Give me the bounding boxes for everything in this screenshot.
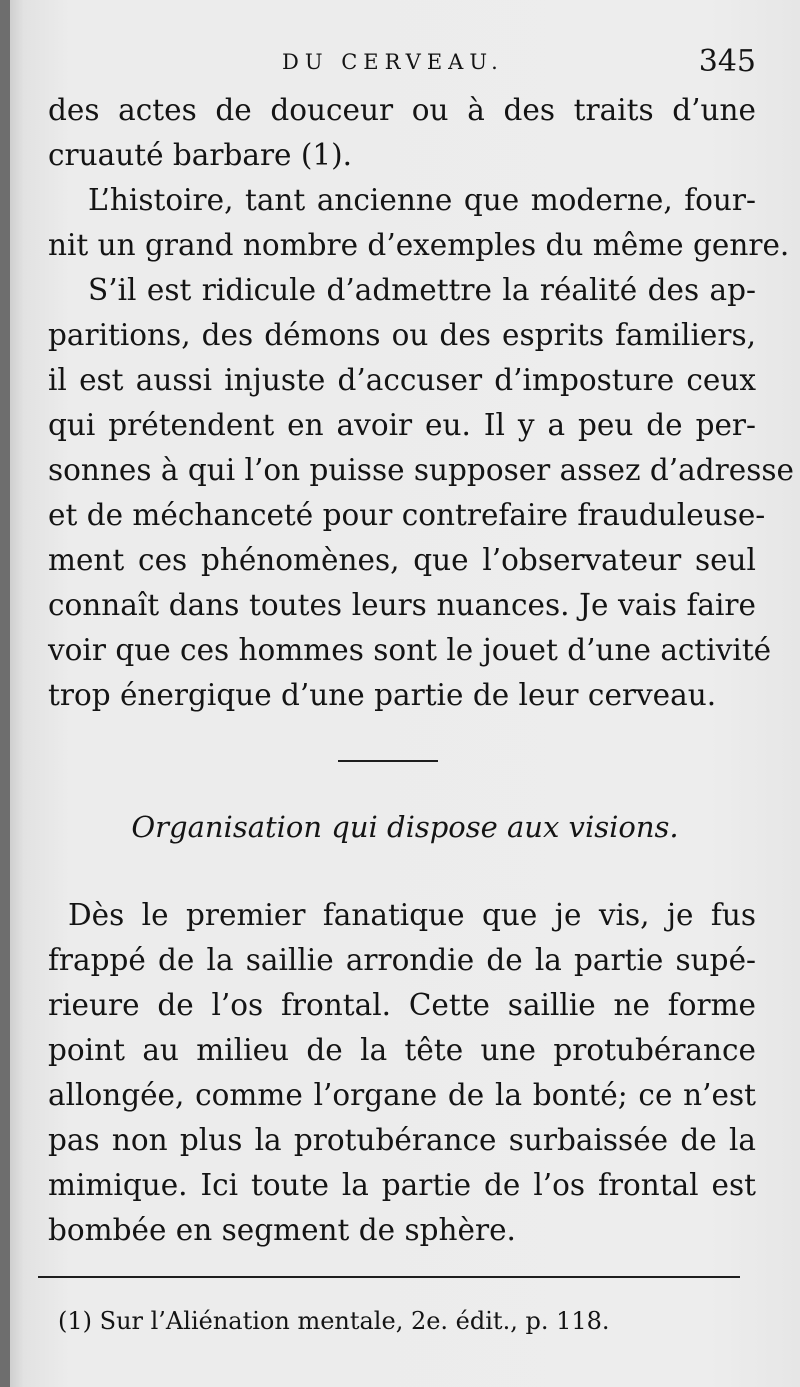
page-number: 345 [698,44,756,79]
section-heading: Organisation qui dispose aux visions. [131,810,679,844]
text-line: paritions, des démons ou des esprits familiers, [48,318,756,352]
section-separator [338,760,438,762]
text-line: des actes de douceur ou à des traits d’une [48,93,756,127]
text-line: sonnes à qui l’on puisse supposer assez d’adresse [48,453,794,487]
text-line: nit un grand nombre d’exemples du même genre. [48,228,790,262]
text-line: rieure de l’os frontal. Cette saillie ne forme [48,988,756,1022]
text-line: pas non plus la protubérance surbaissée de la [48,1123,756,1157]
running-head: DU CERVEAU. [282,50,504,74]
text-line: ment ces phénomènes, que l’observateur seul [48,543,756,577]
text-line: frappé de la saillie arrondie de la partie supé- [48,943,756,977]
text-line: connaît dans toutes leurs nuances. Je vais faire [48,588,756,622]
page-header [10,44,800,84]
text-line: allongée, comme l’organe de la bonté; ce n’est [48,1078,756,1112]
text-line: voir que ces hommes sont le jouet d’une activité [48,633,772,667]
text-line: bombée en segment de sphère. [48,1213,516,1247]
text-line: Dès le premier fanatique que je vis, je fus [68,898,756,932]
text-line: qui prétendent en avoir eu. Il y a peu de per- [48,408,756,442]
book-page [10,0,800,1387]
text-line: cruauté barbare (1). [48,138,353,172]
text-line: trop énergique d’une partie de leur cerveau. [48,678,717,712]
footnote-rule [38,1276,740,1278]
footnote: (1) Sur l’Aliénation mentale, 2e. édit., p. 118. [58,1307,610,1335]
text-line: mimique. Ici toute la partie de l’os frontal est [48,1168,756,1202]
text-line: et de méchanceté pour contrefaire frauduleuse- [48,498,766,532]
text-line: il est aussi injuste d’accuser d’imposture ceux [48,363,756,397]
text-line: point au milieu de la tête une protubérance [48,1033,756,1067]
text-line: L’histoire, tant ancienne que moderne, four- [88,183,756,217]
text-line: S’il est ridicule d’admettre la réalité des ap- [88,273,756,307]
